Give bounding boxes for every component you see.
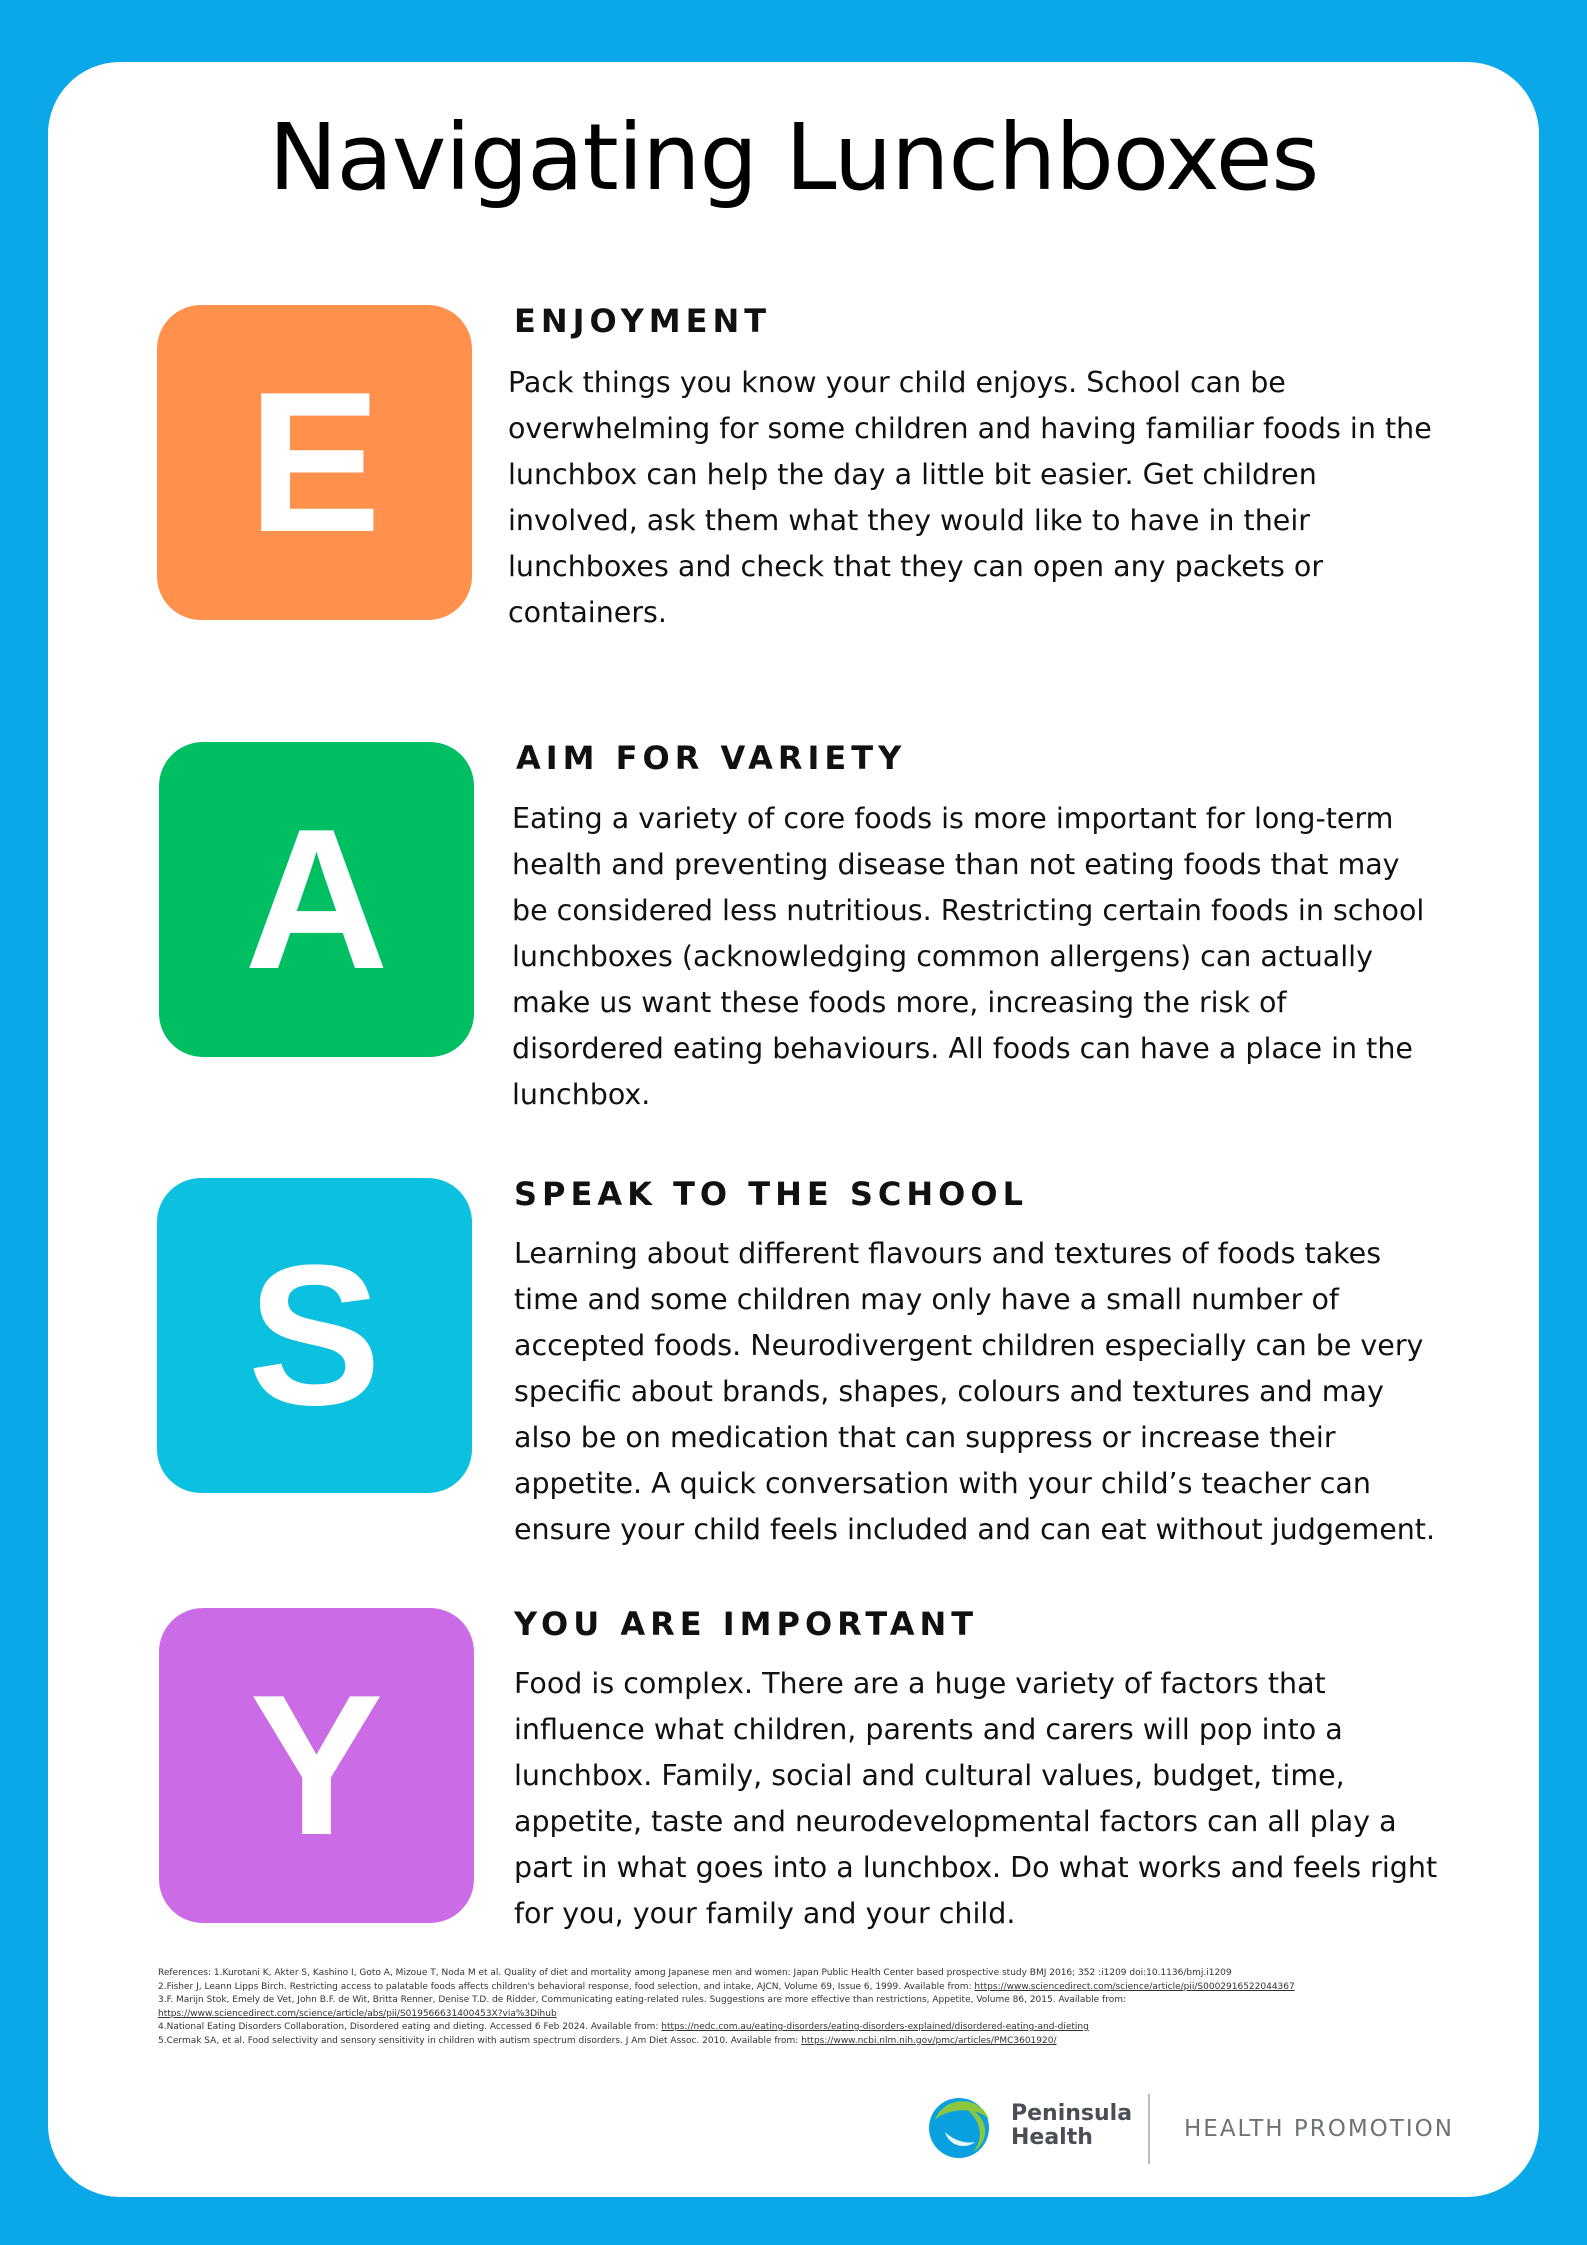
page-title: Navigating Lunchboxes [268,104,1319,211]
reference-4-link[interactable]: https://nedc.com.au/eating-disorders/eating-disorders-explained/disordered-eating-and-dieting [661,2022,1089,2032]
letter-y: Y [249,1653,384,1877]
letter-e-tile [157,305,472,620]
reference-3-link[interactable]: https://www.sciencedirect.com/science/article/abs/pii/S019566631400453X?via%3Dihub [158,2008,557,2019]
peninsula-health-logo-icon [925,2090,997,2162]
reference-3-cont [158,2008,1458,2022]
health-promotion-label: HEALTH PROMOTION [1184,2116,1454,2142]
body-important: Food is complex. There are a huge variety of factors that influence what children, parents and carers will pop into a lunchbox. Family, social and cultural values, budget, time, appetite, taste and neurodevelopmental factors can all play a part in what goes into a lunchbox. Do what works and feels right for you, your family and your child. [514,1667,1438,1930]
letter-y-tile [159,1608,474,1923]
heading-variety: AIM FOR VARIETY [516,739,907,777]
logo-line-2: Health [1011,2125,1093,2150]
letter-a: A [244,787,389,1011]
body-variety: Eating a variety of core foods is more important for long-term health and preventing disease than not eating foods that may be considered less nutritious. Restricting certain foods in school lunchboxes (acknowledging common allergens) can actually make us want these foods more, increasing the risk of disordered eating behaviours. All foods can have a place in the lunchbox. [512,802,1425,1111]
reference-2: 2.Fisher J, Leann Lipps Birch. Restricting access to palatable foods affects children's behavioral response, food selection, and intake, AJCN, Volume 69, Issue 6, 1999. Available from: https://www.sciencedirect.com/science/article/pii/S0002916522044367 [158,1981,1295,1992]
letter-e: E [247,350,382,574]
body-school: Learning about different flavours and textures of foods takes time and some children may only have a small number of accepted foods. Neurodivergent children especially can be very specific about brands, shapes, colours and textures and may also be on medication that can suppress or increase their appetite. A quick conversation with your child’s teacher can ensure your child feels included and can eat without judgement. [514,1237,1436,1546]
logo-line-1: Peninsula [1011,2101,1133,2126]
body-enjoyment: Pack things you know your child enjoys. School can be overwhelming for some children and having familiar foods in the lunchbox can help the day a little bit easier. Get children involved, ask them what they would like to have in their lunchboxes and check that they can open any packets or containers. [508,366,1432,629]
footer-divider [1148,2094,1150,2164]
reference-2-link[interactable]: https://www.sciencedirect.com/science/article/pii/S0002916522044367 [974,1981,1295,1992]
heading-enjoyment: ENJOYMENT [514,302,772,340]
letter-a-tile [159,742,474,1057]
heading-school: SPEAK TO THE SCHOOL [514,1175,1028,1213]
letter-s-tile [157,1178,472,1493]
logo-wordmark [1011,2102,1132,2150]
reference-1: References: 1.Kurotani K, Akter S, Kashino I, Goto A, Mizoue T, Noda M et al. Quality of diet and mortality among Japanese men and women: Japan Public Health Center based prospective study BMJ 2016; 352 :i1209 doi:10.1136/bmj.i1209 [158,1968,1232,1978]
letter-s: S [247,1223,382,1447]
reference-5-link[interactable]: https://www.ncbi.nlm.nih.gov/pmc/articles/PMC3601920/ [801,2035,1057,2046]
reference-3: 3.F. Marijn Stok, Emely de Vet, John B.F. de Wit, Britta Renner, Denise T.D. de Ridder, Communicating eating-related rules. Suggestions are more effective than restrictions, Appetite, Volume 86, 2015. Available from: [158,1995,1127,2005]
reference-5: 5.Cermak SA, et al. Food selectivity and sensory sensitivity in children with autism spectrum disorders. J Am Diet Assoc. 2010. Available from: https://www.ncbi.nlm.nih.gov/pmc/articles/PMC3601920/ [158,2035,1057,2046]
heading-important: YOU ARE IMPORTANT [514,1605,979,1643]
peninsula-health-logo [925,2090,1132,2162]
reference-4: 4.National Eating Disorders Collaboration, Disordered eating and dieting. Accessed 6 Feb 2024. Available from: https://nedc.com.au/eating-disorders/eating-disorders-explained/disordered-eating-and-dieting [158,2022,1089,2032]
references [158,1967,1458,2048]
